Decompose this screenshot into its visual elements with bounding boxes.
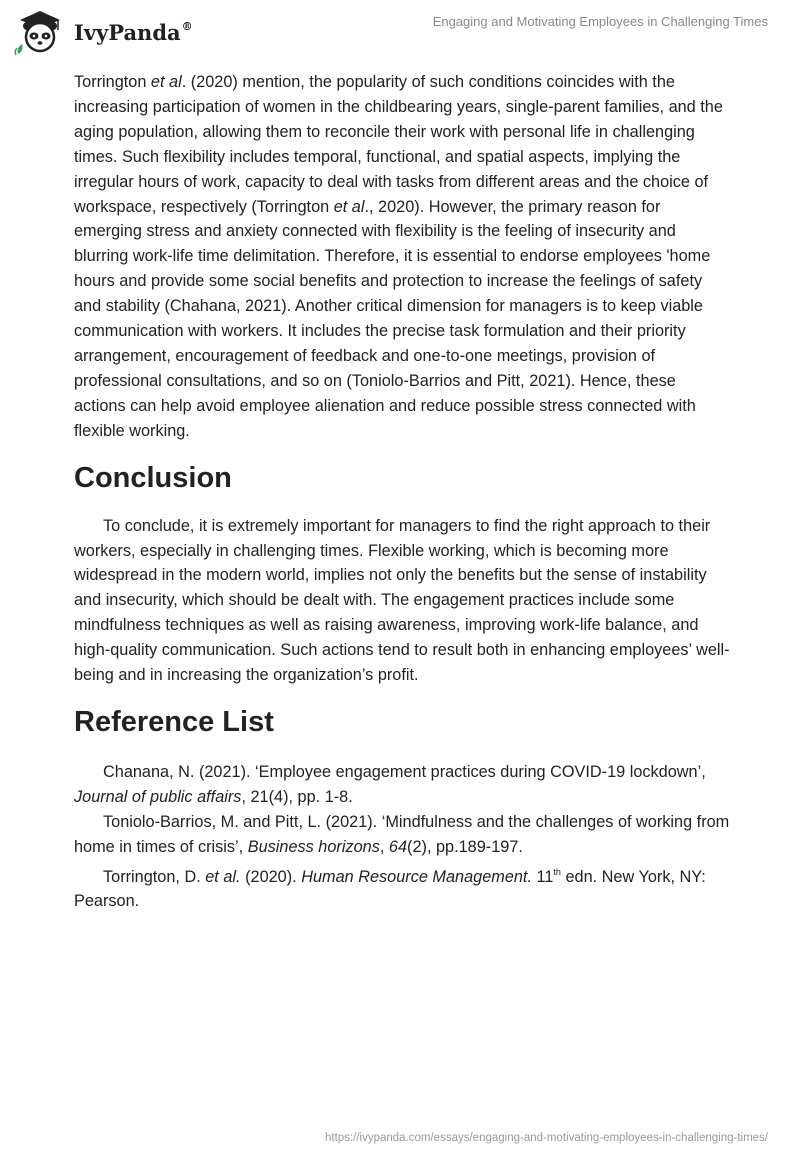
panda-logo-icon <box>14 8 66 56</box>
reference-list-heading: Reference List <box>74 705 274 738</box>
reference-item: Toniolo-Barrios, M. and Pitt, L. (2021). ‘Mindfulness and the challenges of working from home in times of crisis’, Business horizons, 64(2), pp.189-197. <box>74 812 730 856</box>
conclusion-heading: Conclusion <box>74 461 232 494</box>
source-url-link[interactable]: https://ivypanda.com/essays/engaging-and-motivating-employees-in-challenging-times/ <box>325 1132 768 1144</box>
reference-item: Chanana, N. (2021). ‘Employee engagement practices during COVID-19 lockdown’, Journal of public affairs, 21(4), pp. 1-8. <box>74 762 706 806</box>
page-header <box>0 0 800 64</box>
brand-name: IvyPanda® <box>74 20 193 45</box>
ivypanda-logo[interactable] <box>14 8 204 56</box>
reference-item: Torrington, D. et al. (2020). Human Resource Management. 11th edn. New York, NY: Pearson. <box>74 866 706 911</box>
body-paragraph: Torrington et al. (2020) mention, the popularity of such conditions coincides with the increasing participation of women in the childbearing years, single-parent families, and the aging population, allowing them to reconcile their work with personal life in challenging times. Such flexibility includes temporal, functional, and spatial aspects, implying the irregular hours of work, capacity to deal with tasks from different areas and the choice of workspace, respectively (Torrington et al., 2020). However, the primary reason for emerging stress and anxiety connected with flexibility is the feeling of insecurity and blurring work-life time delimitation. Therefore, it is essential to endorse employees 'home hours and provide some social benefits and protection to increase the feelings of safety and stability (Chahana, 2021). Another critical dimension for managers is to keep viable communication with workers. It includes the precise task formulation and their priority arrangement, encouragement of feedback and one-to-one meetings, provision of professional consultations, and so on (Toniolo-Barrios and Pitt, 2021). Hence, these actions can help avoid employee alienation and reduce possible stress connected with flexible working. <box>74 73 723 440</box>
document-title: Engaging and Motivating Employees in Challenging Times <box>432 14 768 29</box>
essay-content <box>74 70 730 914</box>
conclusion-paragraph: To conclude, it is extremely important for managers to find the right approach to their workers, especially in challenging times. Flexible working, which is becoming more widespread in the modern world, implies not only the benefits but the sense of instability and insecurity, which should be dealt with. The engagement practices include some mindfulness techniques as well as raising awareness, improving work-life balance, and high-quality communication. Such actions tend to result both in enhancing employees’ well-being and in increasing the organization’s profit. <box>74 516 730 685</box>
